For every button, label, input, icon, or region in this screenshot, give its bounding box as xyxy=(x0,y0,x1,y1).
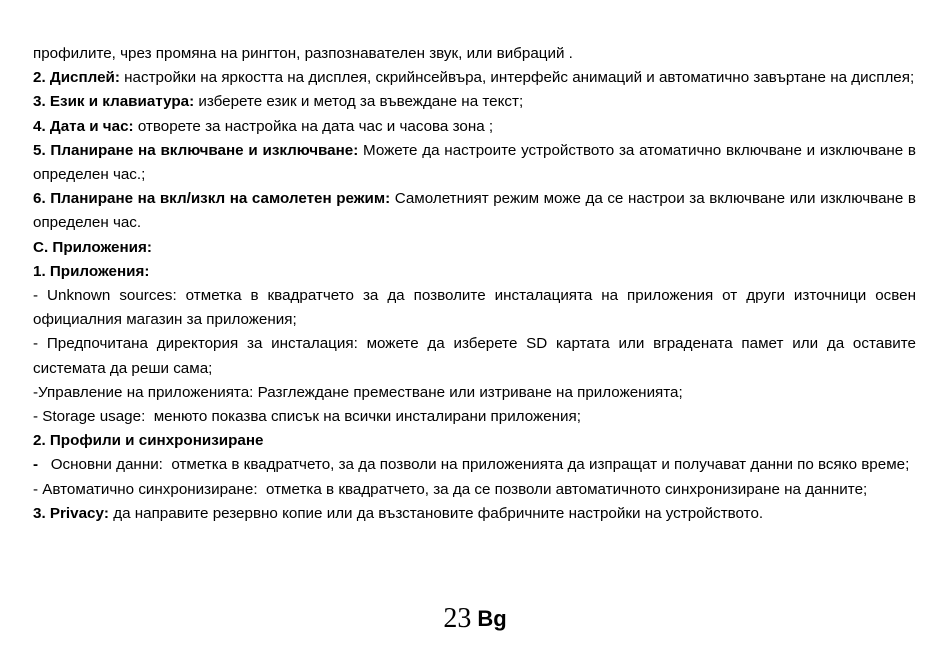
page-number: 23 xyxy=(443,603,472,634)
heading-airplane-schedule: 6. Планиране на вкл/изкл на самолетен режим: xyxy=(33,190,391,208)
paragraph-14: - Основни данни: отметка в квадратчето, за да позволи на приложенията да изпращат и получават данни по всяко време; xyxy=(33,456,910,474)
paragraph-15: - Автоматично синхронизиране: отметка в квадратчето, за да се позволи автоматичното синхронизиране на данните; xyxy=(33,480,868,498)
paragraph-5: 5. Планиране на включване и изключване: Можете да настроите устройството за атоматично включване и изключване в определен час.; xyxy=(33,141,916,184)
paragraph-2: 2. Дисплей: настройки на яркостта на дисплея, скрийнсейвъра, интерфейс анимаций и автоматично завъртане на дисплея; xyxy=(33,69,915,87)
section-heading-apps: С. Приложения: xyxy=(33,238,152,256)
heading-date-time: 4. Дата и час: xyxy=(33,117,134,135)
subheading-profiles-sync: 2. Профили и синхронизиране xyxy=(33,432,264,450)
paragraph-3: 3. Език и клавиатура: изберете език и метод за въвеждане на текст; xyxy=(33,93,524,111)
paragraph-12: - Storage usage: менюто показва списък на всички инсталирани приложения; xyxy=(33,408,581,426)
heading-display: 2. Дисплей: xyxy=(33,69,120,87)
document-body xyxy=(33,42,916,526)
paragraph-11: -Управление на приложенията: Разглеждане преместване или изтриване на приложенията; xyxy=(33,383,683,401)
page-footer xyxy=(0,603,950,635)
paragraph-7 xyxy=(33,236,916,260)
subheading-apps: 1. Приложения: xyxy=(33,262,150,280)
paragraph-6: 6. Планиране на вкл/изкл на самолетен режим: Самолетният режим може да се настрои за включване или изключване в определен час. xyxy=(33,190,916,232)
paragraph-4: 4. Дата и час: отворете за настройка на дата час и часова зона ; xyxy=(33,117,494,135)
paragraph-16: 3. Privacy: да направите резервно копие или да възстановите фабричните настройки на устройството. xyxy=(33,504,764,522)
paragraph-8 xyxy=(33,260,916,284)
paragraph-10: - Предпочитана директория за инсталация: можете да изберете SD картата или вградената памет или да оставите системата да реши сама; xyxy=(33,335,916,377)
language-code: Bg xyxy=(477,606,507,631)
paragraph-13 xyxy=(33,429,916,453)
heading-privacy: 3. Privacy: xyxy=(33,504,109,522)
heading-language-keyboard: 3. Език и клавиатура: xyxy=(33,93,195,111)
heading-scheduled-power: 5. Планиране на включване и изключване: xyxy=(33,141,359,159)
paragraph-9: - Unknown sources: отметка в квадратчето за да позволите инсталацията на приложения от други източници освен официалния магазин за приложения; xyxy=(33,287,916,329)
paragraph-1: профилите, чрез промяна на рингтон, разпознавателен звук, или вибраций . xyxy=(33,45,573,62)
